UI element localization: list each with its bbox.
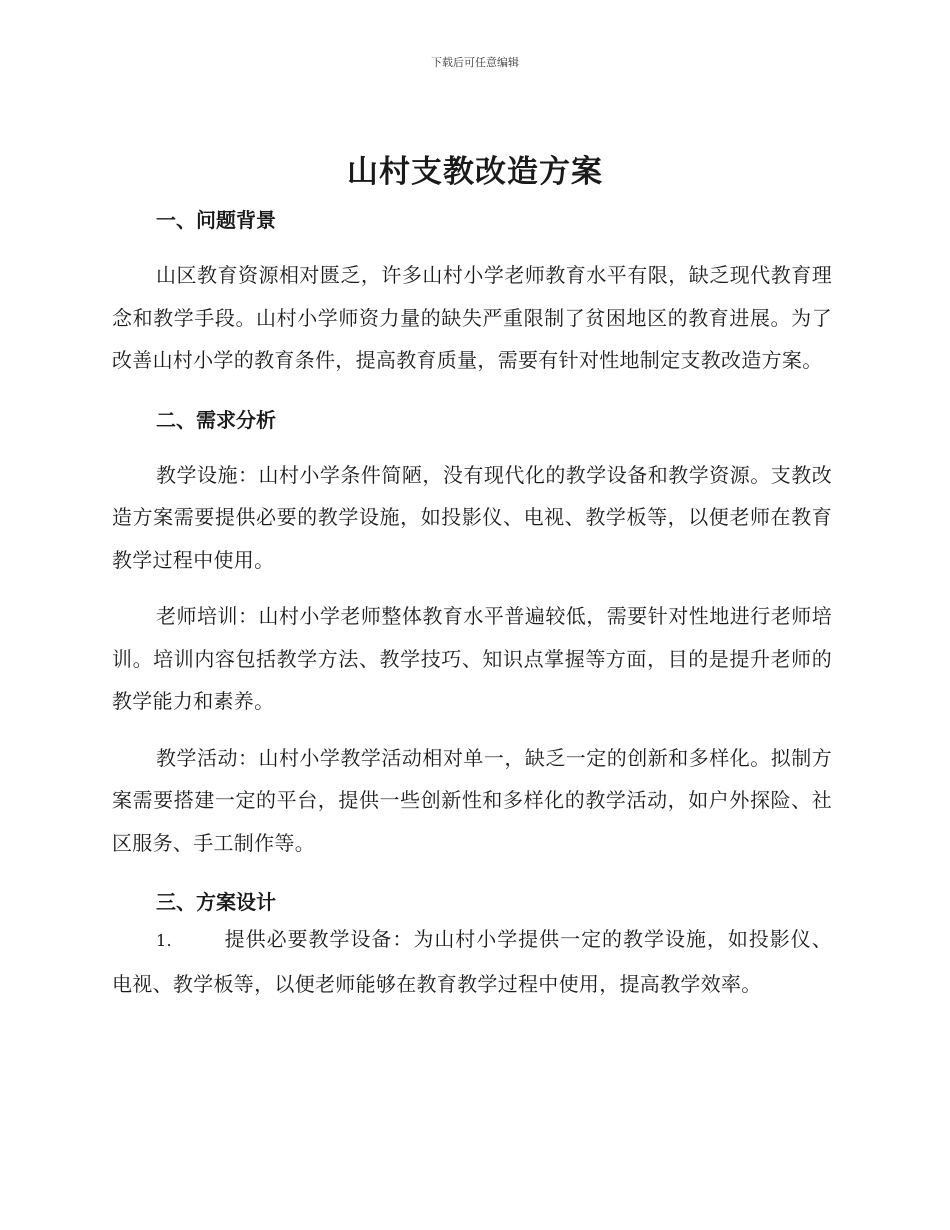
section-heading-plan-design: 三、方案设计 bbox=[156, 890, 276, 914]
document-title: 山村支教改造方案 bbox=[347, 154, 603, 190]
page-header: 下载后可任意编辑 bbox=[431, 56, 519, 69]
paragraph-teaching-activities: 教学活动：山村小学教学活动相对单一，缺乏一定的创新和多样化。拟制方案需要搭建一定的平台，提供一些创新性和多样化的教学活动，如户外探险、社区服务、手工制作等。 bbox=[112, 745, 832, 855]
paragraph-teacher-training: 老师培训：山村小学老师整体教育水平普遍较低，需要针对性地进行老师培训。培训内容包括教学方法、教学技巧、知识点掌握等方面，目的是提升老师的教学能力和素养。 bbox=[112, 604, 832, 713]
list-item bbox=[112, 918, 832, 1005]
list-item-text: 提供必要教学设备：为山村小学提供一定的教学设施，如投影仪、电视、教学板等，以便老师能够在教育教学过程中使用，提高教学效率。 bbox=[112, 927, 832, 996]
document-body bbox=[112, 204, 832, 1005]
paragraph-background: 山区教育资源相对匮乏，许多山村小学老师教育水平有限，缺乏现代教育理念和教学手段。山村小学师资力量的缺失严重限制了贫困地区的教育进展。为了改善山村小学的教育条件，提高教育质量，需要有针对性地制定支教改造方案。 bbox=[112, 263, 832, 372]
section-heading-background: 一、问题背景 bbox=[156, 208, 276, 232]
list-item-number: 1. bbox=[156, 931, 172, 950]
paragraph-teaching-facilities: 教学设施：山村小学条件简陋，没有现代化的教学设备和教学资源。支教改造方案需要提供必要的教学设施，如投影仪、电视、教学板等，以便老师在教育教学过程中使用。 bbox=[112, 462, 832, 572]
section-heading-needs-analysis: 二、需求分析 bbox=[156, 407, 276, 432]
